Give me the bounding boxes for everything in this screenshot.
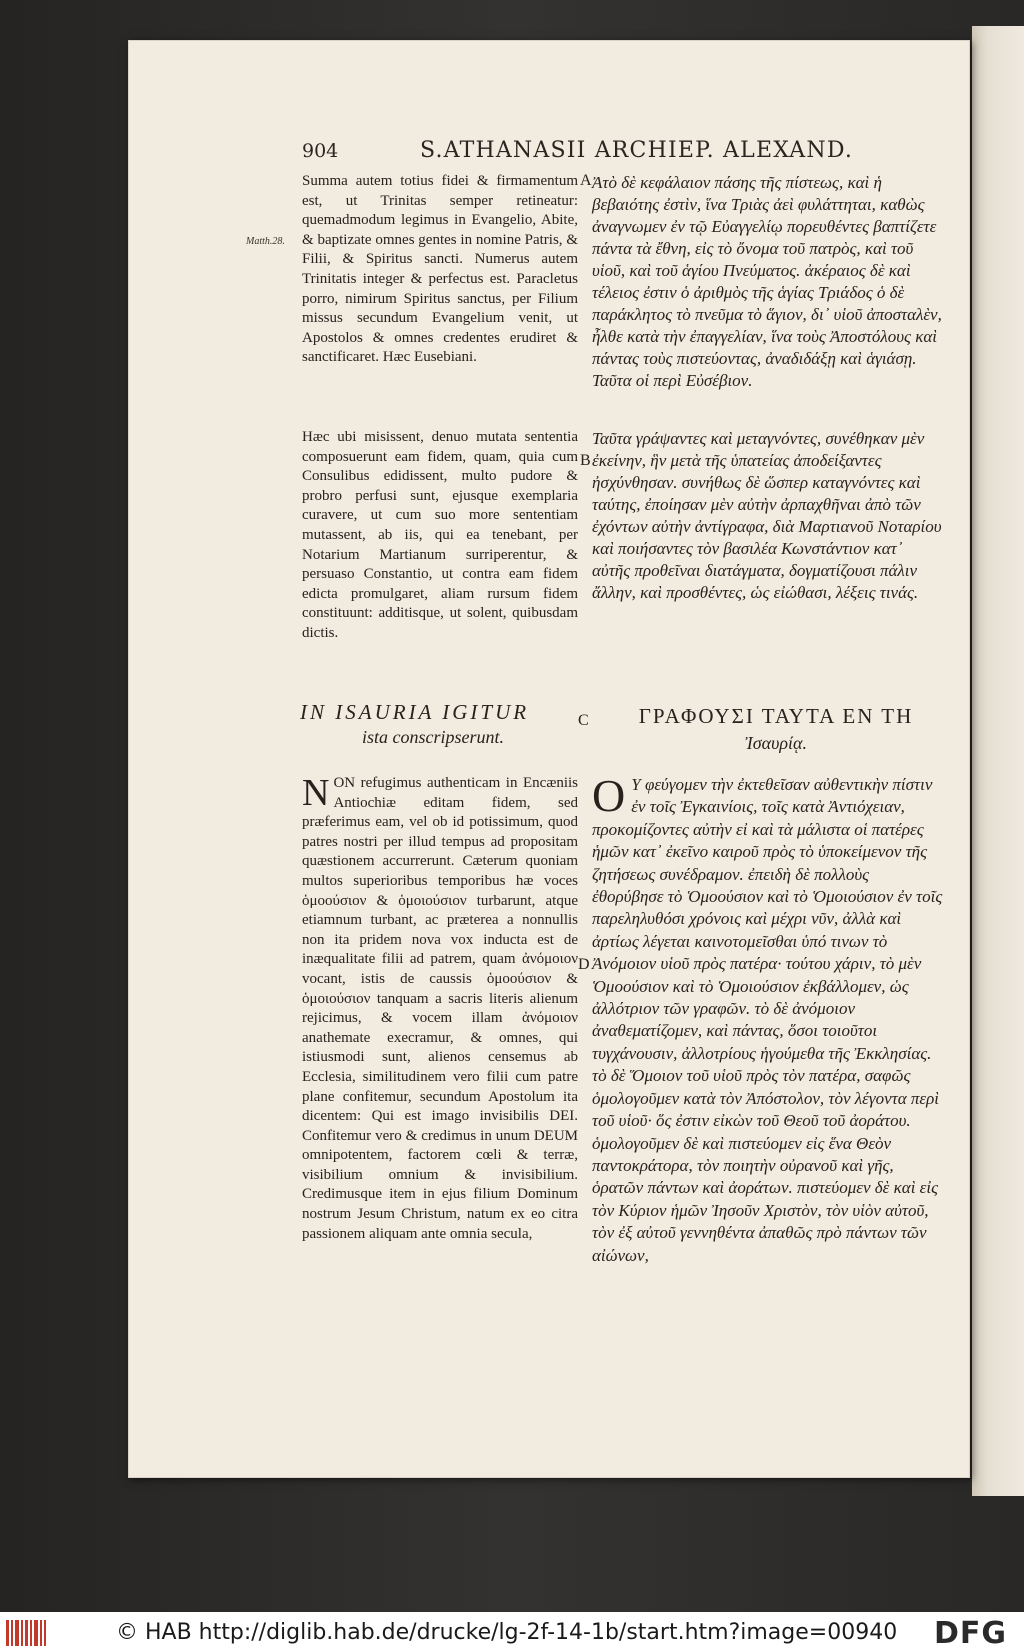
source-url[interactable]: © HAB http://diglib.hab.de/drucke/lg-2f-14-1b/start.htm?image=00940 bbox=[116, 1620, 898, 1645]
latin-section-heading bbox=[300, 700, 580, 748]
next-page-edge bbox=[972, 26, 1024, 1496]
section-marker-a: A bbox=[580, 172, 592, 189]
greek-section-heading bbox=[616, 704, 936, 754]
latin-paragraph-2: Hæc ubi misissent, denuo mutata sententia composuerunt eam fidem, quam, quia cum Consulibus edidissent, multo pudore & probro perfusi sunt, ejusque exemplaria curavere, ut cum suo more sententiam mutassent, ab iis, qui ea tenebant, per Notarium Martianum surriperentur, & persuaso Constantio, ut contra eam fidem edicta promulgaret, aliam rursum fidem constituunt: additisque, ut solent, quibusdam dictis. bbox=[302, 429, 578, 641]
section-marker-b: B bbox=[580, 452, 591, 469]
footer-bar bbox=[0, 1612, 1024, 1652]
latin-drop-cap: N bbox=[302, 772, 330, 814]
greek-paragraph-2: Ταῦτα γράψαντες καὶ μεταγνόντες, συνέθηκαν μὲν ἐκείνην, ἣν μετὰ τῆς ὑπατείας ἀποδείξαντες ἠσχύνθησαν. συνήθως δὲ ὥσπερ καταγνόντες καὶ ταύτης, ἐποίησαν μὲν αὐτὴν ἀρπαχθῆναι ἀπὸ τῶν ἐχόντων αὐτὴν ἀντίγραφα, διὰ Μαρτιανοῦ Νοταρίου καὶ ποιήσαντες τὸν βασιλέα Κωνστάντιον κατ᾽ αὐτῆς προθεῖναι διατάγματα, δογματίζουσι πάλιν ἄλλην, καὶ προσθέντες, ὡς εἰώθασι, λέξεις τινάς. bbox=[592, 429, 942, 602]
greek-section-subtitle: Ἰσαυρίᾳ. bbox=[745, 733, 807, 753]
running-title: S.ATHANASII ARCHIEP. ALEXAND. bbox=[420, 138, 854, 163]
latin-section-title: IN ISAURIA IGITUR bbox=[300, 700, 530, 724]
section-marker-d: D bbox=[578, 956, 590, 973]
greek-paragraph-3 bbox=[592, 770, 944, 1267]
latin-section-subtitle: ista conscripserunt. bbox=[362, 727, 504, 747]
margin-note: Matth.28. bbox=[246, 236, 285, 247]
greek-drop-cap: Ο bbox=[592, 770, 626, 821]
page-header bbox=[302, 140, 932, 174]
dfg-logo: DFG bbox=[934, 1616, 1008, 1651]
section-marker-c: C bbox=[578, 712, 589, 729]
greek-section-title: ΓΡΑΦΟΥΣΙ ΤΑΥΤΑ ΕΝ ΤΗ bbox=[638, 704, 914, 728]
latin-paragraph-3 bbox=[302, 774, 578, 1244]
barcode-icon bbox=[6, 1620, 46, 1646]
page-number: 904 bbox=[302, 140, 339, 162]
latin-paragraph-1: Summa autem totius fidei & firmamentum est, ut Trinitas semper retineatur: quemadmodum legimus in Evangelio, Abite, & baptizate omnes gentes in nomine Patris, & Filii, & Spiritus sancti. Numerus autem Trinitatis integer & perfectus est. Paracletus porro, nimirum Spiritus sanctus, per Filium missus secundum Evangelium venit, ut Apostolos & omnes credentes erudiret & sanctificaret. Hæc Eusebiani. bbox=[302, 173, 578, 366]
greek-paragraph-3-text: Υ φεύγομεν τὴν ἐκτεθεῖσαν αὐθεντικὴν πίστιν ἐν τοῖς Ἐγκαινίοις, τοῖς κατὰ Ἀντιόχειαν, προκομίζοντες αὐτὴν εἰ καὶ τὰ μάλιστα οἱ πατέρες ἡμῶν κατ᾽ ἐκεῖνο καιροῦ πρὸς τὸ ὑποκείμενον τῆς ζητήσεως συνέδραμον. ἐπειδὴ δὲ πολλοὺς ἐθορύβησε τὸ Ὁμοούσιον καὶ τὸ Ὁμοιούσιον ἐν τοῖς παρεληλυθόσι χρόνοις καὶ μέχρι νῦν, ἀλλὰ καὶ ἀρτίως λέγεται καινοτομεῖσθαι ὑπό τινων τὸ Ἀνόμοιον υἱοῦ πρὸς πατέρα· τούτου χάριν, τὸ μὲν Ὁμοούσιον καὶ τὸ Ὁμοιούσιον ἐκβάλλομεν, ὡς ἀλλότριον τῶν γραφῶν. τὸ δὲ ἀνόμοιον ἀναθεματίζομεν, καὶ πάντας, ὅσοι τοιοῦτοι τυγχάνουσιν, ἀλλοτρίους ἡγούμεθα τῆς Ἐκκλησίας. τὸ δὲ Ὅμοιον τοῦ υἱοῦ πρὸς τὸν πατέρα, σαφῶς ὁμολογοῦμεν κατὰ τὸν Ἀπόστολον, τὸν λέγοντα περὶ τοῦ υἱοῦ· ὅς ἐστιν εἰκὼν τοῦ Θεοῦ τοῦ ἀοράτου. ὁμολογοῦμεν δὲ καὶ πιστεύομεν εἰς ἕνα Θεὸν παντοκράτορα, τὸν ποιητὴν οὐρανοῦ καὶ γῆς, ὁρατῶν πάντων καὶ ἀοράτων. πιστεύομεν δὲ καὶ εἰς τὸν Κύριον ἡμῶν Ἰησοῦν Χριστὸν, τὸν υἱὸν αὐτοῦ, τὸν ἐξ αὐτοῦ γεννηθέντα ἀπαθῶς πρὸ πάντων τῶν αἰώνων, bbox=[592, 775, 943, 1265]
greek-paragraph-1: Ἀτὸ δὲ κεφάλαιον πάσης τῆς πίστεως, καὶ ἡ βεβαιότης ἐστὶν, ἵνα Τριὰς ἀεὶ φυλάττηται, καθὼς ἀναγνωμεν ἐν τῷ Εὐαγγελίῳ πορευθέντες βαπτίζετε πάντα τὰ ἔθνη, εἰς τὸ ὄνομα τοῦ πατρὸς, καὶ τοῦ υἱοῦ, καὶ τοῦ ἁγίου Πνεύματος. ἀκέραιος δὲ καὶ τέλειος ἐστιν ὁ ἀριθμὸς τῆς ἁγίας Τριάδος ὁ δὲ παράκλητος τὸ πνεῦμα τὸ ἅγιον, δι᾽ υἱοῦ ἀποσταλὲν, ἦλθε κατὰ τὴν ἐπαγγελίαν, ἵνα τοὺς Ἀποστόλους καὶ πάντας τοὺς πιστεύοντας, ἀναδιδάξῃ καὶ ἁγιάσῃ. Ταῦτα οἱ περὶ Εὐσέβιον. bbox=[592, 173, 942, 390]
latin-paragraph-3-text: ON refugimus authenticam in Encæniis Antiochiæ editam fidem, sed præferimus eam, vel ob id potissimum, quod patres nostri per illud tempus ad propositam quæstionem accurrerunt. Cæterum quoniam multos superioribus temporibus hæ voces ὁμοούσιον & ὁμοιούσιον turbarunt, atque etiamnum turbant, ac præterea a nonnullis non ita pridem nova vox inducta est de inæqualitate filii ad patrem, quam ἀνόμοιον vocant, istis de caussis ὁμοούσιον & ὁμοιούσιον tanquam a sacris literis alienum rejicimus, & vocem illam ἀνόμοιον anathemate execramur, & omnes, qui istiusmodi sunt, alienos censemus ab Ecclesia, similitudinem vero filii cum patre plane confitemur, secundum Apostolum ita dicentem: Qui est imago invisibilis DEI. Confitemur vero & credimus in unum DEUM omnipotentem, factorem cœli & terræ, visibilium omnium & invisibilium. Credimusque item in ejus filium Dominum nostrum Jesum Christum, natum ex eo citra passionem aliquam ante omnia secula, bbox=[302, 775, 578, 1242]
